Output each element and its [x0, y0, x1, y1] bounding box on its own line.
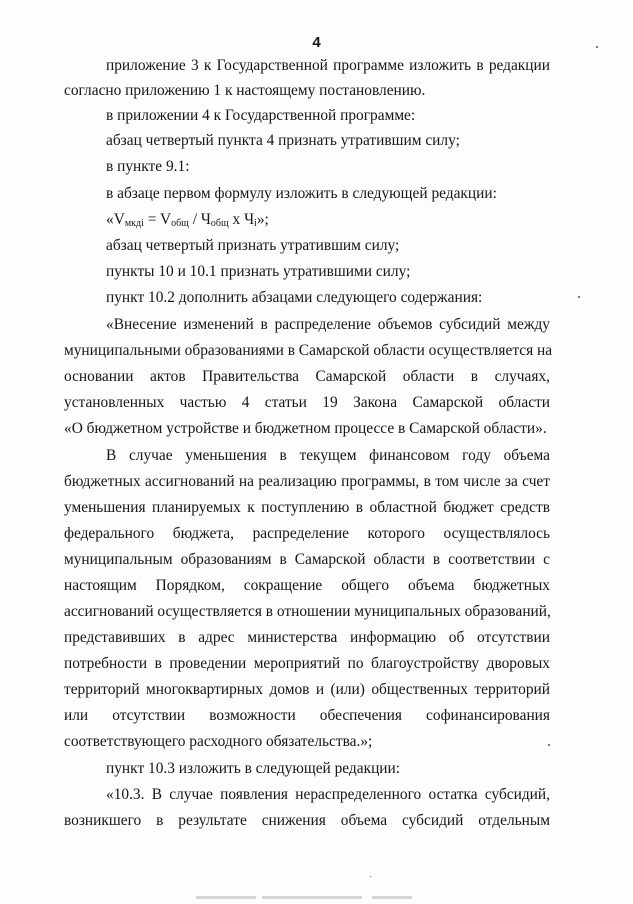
formula-subscript: мкдi — [124, 218, 144, 229]
formula-subscript: общ — [210, 218, 229, 229]
text-line: «Внесение изменений в распределение объемов субсидий между — [106, 316, 550, 333]
text-line: пункт 10.3 изложить в следующей редакции: — [106, 760, 401, 777]
text-line: соответствующего расходного обязательства.»; — [64, 733, 373, 750]
scan-smudge — [372, 896, 412, 899]
formula-subscript: i — [254, 218, 257, 229]
text-line: основании актов Правительства Самарской области в случаях, — [64, 368, 550, 385]
text-line: бюджетных ассигнований на реализацию программы, в том числе за счет — [64, 473, 550, 490]
scan-speck — [578, 296, 580, 298]
page-number: 4 — [312, 34, 321, 51]
text-line: уменьшения планируемых к поступлению в областной бюджет средств — [64, 499, 550, 516]
text-line: пункт 10.2 дополнить абзацами следующего содержания: — [106, 289, 483, 306]
text-line: «10.3. В случае появления нераспределенного остатка субсидий, — [106, 786, 550, 803]
formula-part: «V — [106, 211, 125, 228]
text-line: территорий многоквартирных домов и (или) общественных территорий — [64, 681, 550, 698]
text-line: приложение 3 к Государственной программе изложить в редакции — [106, 57, 550, 74]
text-line: «О бюджетном устройстве и бюджетном процессе в Самарской области». — [64, 420, 547, 437]
formula-line — [106, 211, 269, 233]
text-line: ассигнований осуществляется в отношении муниципальных образований, — [64, 603, 551, 620]
formula-part: = V — [143, 211, 172, 228]
text-line: В случае уменьшения в текущем финансовом году объема — [106, 447, 550, 464]
formula-part: / Ч — [188, 211, 211, 228]
text-line: пункты 10 и 10.1 признать утратившими силу; — [106, 263, 411, 280]
text-line: в пункте 9.1: — [106, 158, 190, 175]
formula-part: x Ч — [228, 211, 255, 228]
text-line: возникшего в результате снижения объема субсидий отдельным — [64, 812, 550, 829]
scan-smudge — [196, 896, 256, 899]
text-line: федерального бюджета, распределение которого осуществлялось — [64, 525, 550, 542]
text-line: согласно приложению 1 к настоящему постановлению. — [64, 82, 426, 99]
text-line: муниципальными образованиями в Самарской области осуществляется на — [64, 342, 553, 359]
text-line: установленных частью 4 статьи 19 Закона Самарской области — [64, 394, 550, 411]
scan-speck — [370, 876, 371, 877]
text-line: настоящим Порядком, сокращение общего объема бюджетных — [64, 577, 550, 594]
formula-subscript: общ — [171, 218, 189, 229]
text-line: в абзаце первом формулу изложить в следующей редакции: — [106, 185, 497, 202]
scan-speck — [548, 744, 550, 746]
text-line: абзац четвертый пункта 4 признать утратившим силу; — [106, 132, 460, 149]
scan-speck — [596, 46, 598, 48]
text-line: абзац четвертый признать утратившим силу; — [106, 237, 400, 254]
formula-part: »; — [256, 211, 269, 228]
text-line: или отсутствии возможности обеспечения софинансирования — [64, 707, 550, 724]
text-line: муниципальным образованиям в Самарской области в соответствии с — [64, 551, 550, 568]
text-line: в приложении 4 к Государственной программе: — [106, 107, 416, 124]
scan-smudge — [262, 896, 362, 899]
text-line: потребности в проведении мероприятий по благоустройству дворовых — [64, 655, 550, 672]
text-line: представивших в адрес министерства информацию об отсутствии — [64, 629, 550, 646]
